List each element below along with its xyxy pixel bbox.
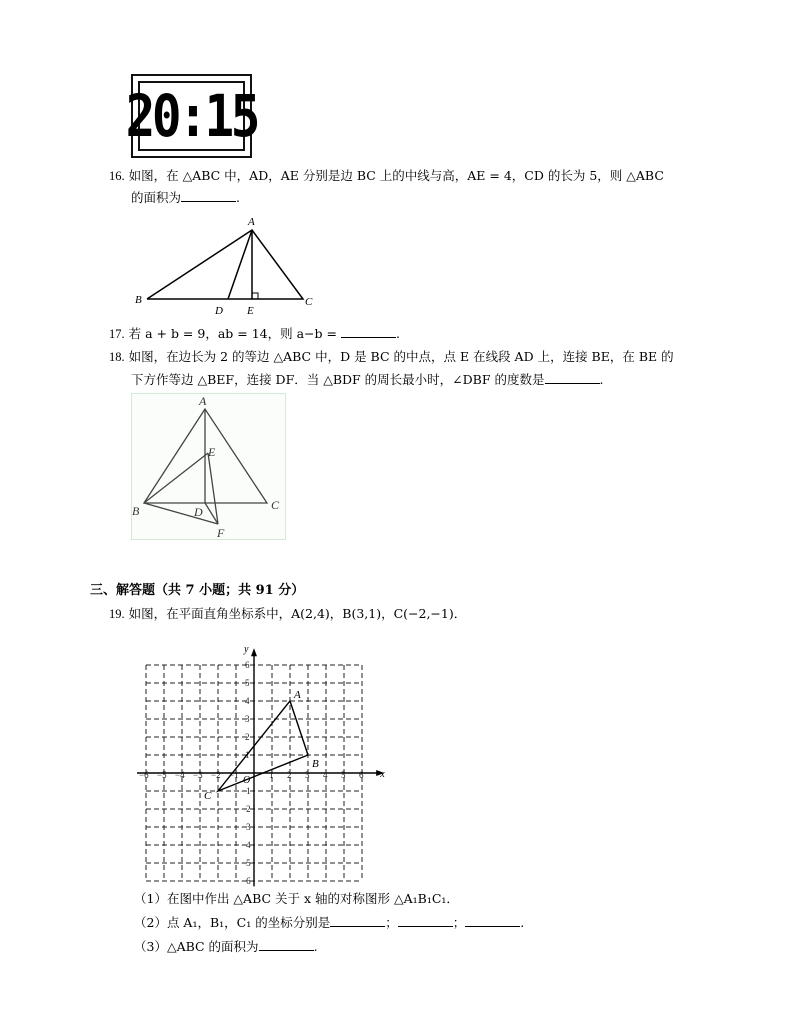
y-tick-label: −1 bbox=[241, 786, 251, 796]
question-19 bbox=[109, 605, 466, 623]
median-ad bbox=[228, 230, 252, 299]
x-tick-label: 1 bbox=[269, 770, 274, 780]
label-c: C bbox=[305, 296, 313, 308]
question-18 bbox=[109, 348, 674, 366]
label-e: E bbox=[247, 305, 254, 317]
question-18-line2 bbox=[131, 371, 604, 389]
x-tick-label: −6 bbox=[139, 770, 149, 780]
question-text: 如图，在平面直角坐标系中，A(2,4)，B(3,1)，C(−2,−1)． bbox=[128, 606, 467, 621]
y-tick-label: 6 bbox=[245, 660, 250, 670]
x-tick-label: −1 bbox=[229, 770, 239, 780]
answer-blank bbox=[398, 914, 453, 927]
x-tick-label: −2 bbox=[211, 770, 221, 780]
figure-16 bbox=[130, 212, 320, 320]
y-tick-label: 2 bbox=[245, 732, 250, 742]
clock-time: 20:15 bbox=[125, 82, 258, 150]
y-tick-label: −6 bbox=[241, 876, 251, 886]
punctuation: ； bbox=[452, 915, 466, 930]
question-text: 如图，在边长为 2 的等边 △ABC 中，D 是 BC 的中点，点 E 在线段 AD 上，连接 BE，在 BE 的 bbox=[128, 349, 674, 364]
y-tick-label: 1 bbox=[245, 750, 250, 760]
question-16 bbox=[109, 167, 664, 185]
point-label-a: A bbox=[294, 689, 301, 701]
x-tick-label: 5 bbox=[341, 770, 346, 780]
answer-blank bbox=[545, 371, 600, 384]
question-text: 的面积为 bbox=[131, 190, 182, 205]
y-tick-label: −4 bbox=[241, 840, 251, 850]
coordinate-grid bbox=[128, 630, 385, 886]
x-tick-label: −3 bbox=[193, 770, 203, 780]
y-tick-label: 4 bbox=[245, 696, 250, 706]
question-text: 如图，在 △ABC 中，AD，AE 分别是边 BC 上的中线与高，AE = 4，CD 的长为 5，则 △ABC bbox=[128, 168, 664, 183]
question-number: 17. bbox=[109, 327, 125, 341]
label-a: A bbox=[248, 216, 255, 228]
answer-blank bbox=[465, 914, 520, 927]
label-b: B bbox=[132, 504, 140, 518]
punctuation: . bbox=[520, 915, 525, 930]
y-axis-label: y bbox=[244, 644, 249, 656]
x-tick-label: −4 bbox=[175, 770, 185, 780]
triangle-abc bbox=[147, 230, 303, 299]
answer-blank bbox=[341, 325, 396, 338]
question-text: （3）△ABC 的面积为 bbox=[134, 939, 259, 954]
punctuation: ； bbox=[385, 915, 398, 930]
point-label-c: C bbox=[204, 790, 212, 802]
answer-blank bbox=[330, 914, 385, 927]
question-19-part2 bbox=[134, 914, 524, 932]
label-d: D bbox=[215, 305, 223, 317]
y-tick-label: −5 bbox=[241, 858, 251, 868]
question-19-part3 bbox=[134, 938, 318, 956]
y-tick-label: −2 bbox=[241, 804, 251, 814]
label-b: B bbox=[135, 294, 142, 306]
punctuation: . bbox=[599, 372, 604, 387]
label-c: C bbox=[271, 498, 280, 512]
question-text: 若 a + b = 9，ab = 14，则 a−b = bbox=[128, 326, 337, 341]
digital-clock-image bbox=[125, 74, 258, 158]
y-tick-label: −3 bbox=[241, 822, 251, 832]
answer-blank bbox=[181, 189, 236, 202]
section-heading: 三、解答题（共 7 小题；共 91 分） bbox=[90, 583, 305, 598]
right-angle-mark bbox=[252, 293, 258, 299]
question-19-part1: （1）在图中作出 △ABC 关于 x 轴的对称图形 △A₁B₁C₁． bbox=[134, 891, 459, 906]
x-axis-label: x bbox=[380, 769, 385, 780]
question-number: 16. bbox=[109, 169, 125, 183]
figure-18 bbox=[131, 393, 286, 540]
y-tick-label: 3 bbox=[245, 714, 250, 724]
x-tick-label: 4 bbox=[323, 770, 328, 780]
punctuation: . bbox=[313, 939, 318, 954]
question-17 bbox=[109, 325, 400, 343]
punctuation: . bbox=[236, 190, 240, 205]
y-tick-label: 5 bbox=[245, 678, 250, 688]
origin-label: O bbox=[243, 775, 251, 786]
x-tick-label: −5 bbox=[157, 770, 167, 780]
question-number: 19. bbox=[109, 607, 125, 621]
question-text: 下方作等边 △BEF，连接 DF．当 △BDF 的周长最小时，∠DBF 的度数是 bbox=[131, 372, 545, 387]
question-16-line2 bbox=[131, 189, 240, 207]
label-f: F bbox=[217, 526, 225, 540]
label-a: A bbox=[199, 394, 207, 408]
question-text: （2）点 A₁，B₁，C₁ 的坐标分别是 bbox=[134, 915, 331, 930]
x-tick-label: 2 bbox=[287, 770, 292, 780]
punctuation: . bbox=[395, 326, 400, 341]
x-tick-label: 6 bbox=[359, 770, 364, 780]
question-number: 18. bbox=[109, 350, 125, 364]
y-axis-arrow bbox=[251, 648, 257, 656]
label-d: D bbox=[194, 505, 203, 519]
label-e: E bbox=[208, 445, 216, 459]
x-tick-label: 3 bbox=[305, 770, 310, 780]
point-label-b: B bbox=[312, 758, 319, 770]
answer-blank bbox=[259, 938, 314, 951]
